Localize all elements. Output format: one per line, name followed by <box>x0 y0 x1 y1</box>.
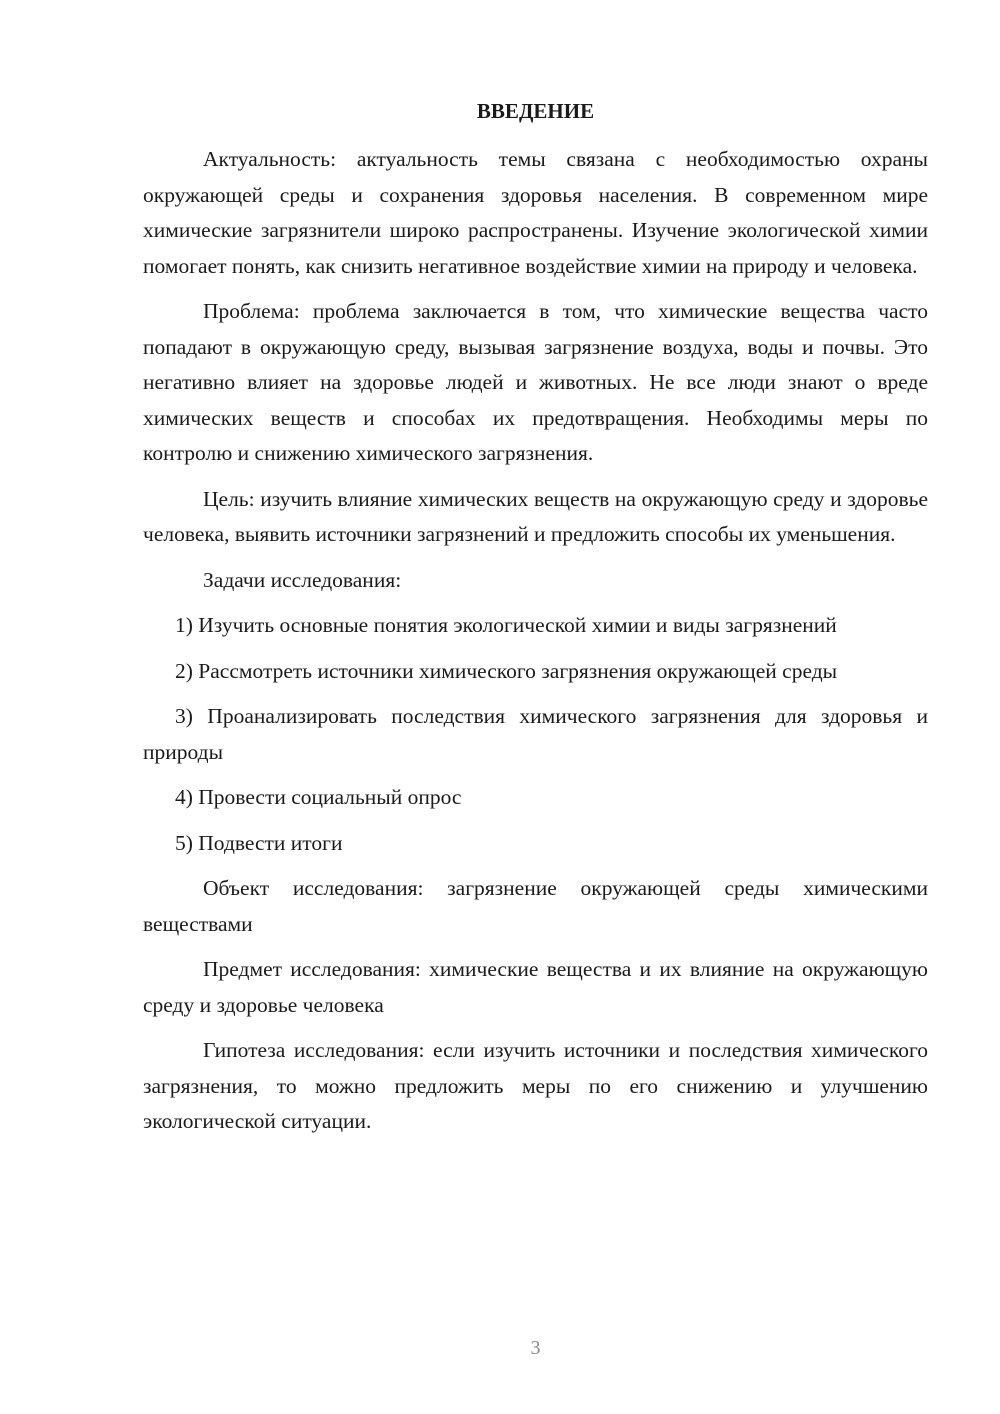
document-title: ВВЕДЕНИЕ <box>476 99 595 123</box>
task-item-3: 3) Проанализировать последствия химического загрязнения для здоровья и природы <box>143 704 928 764</box>
paragraph-relevance: Актуальность: актуальность темы связана с необходимостью охраны окружающей среды и сохранения здоровья населения. В современном мире химические загрязнители широко распространены. Изучение экологической химии помогает понять, как снизить негативное воздействие химии на природу и человека. <box>143 147 928 278</box>
task-item-5: 5) Подвести итоги <box>175 830 343 855</box>
paragraph-object: Объект исследования: загрязнение окружающей среды химическими веществами <box>143 876 928 936</box>
task-item-2: 2) Рассмотреть источники химического загрязнения окружающей среды <box>175 658 838 683</box>
page-number: 3 <box>530 1337 541 1359</box>
paragraph-hypothesis: Гипотеза исследования: если изучить источники и последствия химического загрязнения, то можно предложить меры по его снижению и улучшению экологической ситуации. <box>143 1038 928 1133</box>
paragraph-subject: Предмет исследования: химические вещества и их влияние на окружающую среду и здоровье человека <box>143 957 928 1017</box>
task-item-4: 4) Провести социальный опрос <box>175 785 462 809</box>
document-body <box>143 142 928 1150</box>
task-item-1: 1) Изучить основные понятия экологической химии и виды загрязнений <box>175 613 837 637</box>
tasks-heading: Задачи исследования: <box>203 567 402 592</box>
paragraph-problem: Проблема: проблема заключается в том, что химические вещества часто попадают в окружающую среду, вызывая загрязнение воздуха, воды и почвы. Это негативно влияет на здоровье людей и животных. Не все люди знают о вреде химических веществ и способах их предотвращения. Необходимы меры по контролю и снижению химического загрязнения. <box>143 299 928 465</box>
paragraph-goal: Цель: изучить влияние химических веществ на окружающую среду и здоровье человека, выявить источники загрязнений и предложить способы их уменьшения. <box>143 486 928 546</box>
